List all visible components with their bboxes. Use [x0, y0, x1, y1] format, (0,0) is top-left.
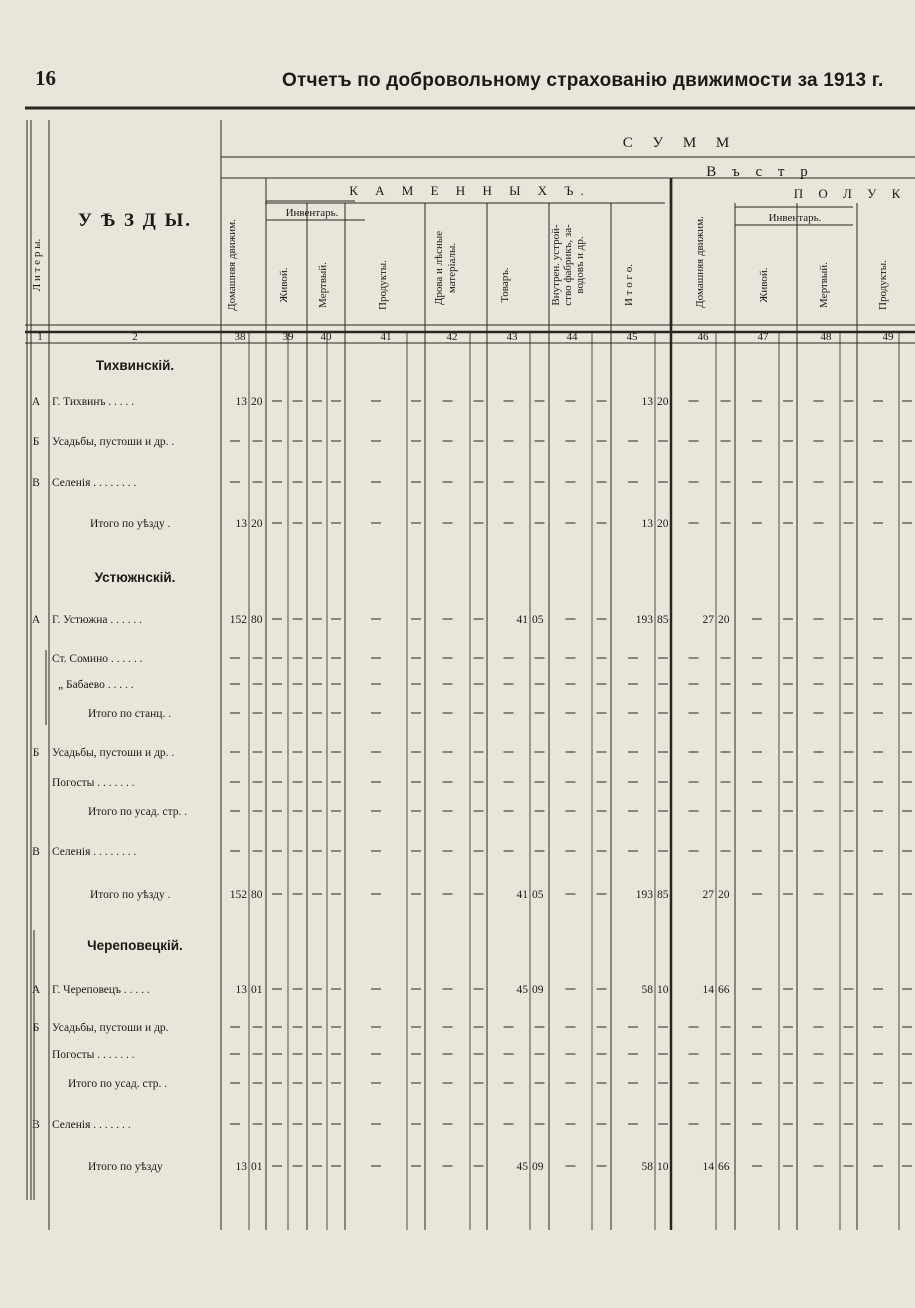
cell-value: 41	[516, 614, 528, 626]
column-number: 45	[626, 331, 638, 343]
cell-value: 09	[532, 1161, 544, 1173]
row-label: Погосты . . . . . . .	[52, 777, 135, 789]
column-header: Домашняя движим.	[694, 216, 706, 308]
column-number: 44	[566, 331, 578, 343]
cell-value: 58	[641, 1161, 653, 1173]
cell-value: 05	[532, 889, 544, 901]
row-letter: В	[32, 846, 40, 858]
cell-value: 45	[516, 984, 528, 996]
cell-value: 05	[532, 614, 544, 626]
cell-value: 20	[718, 889, 730, 901]
column-number: 39	[282, 331, 294, 343]
column-number: 40	[320, 331, 332, 343]
column-header: Живой.	[278, 267, 290, 303]
row-label: Ст. Сомино . . . . . .	[52, 653, 143, 665]
cell-value: 01	[251, 984, 263, 996]
column-number: 2	[132, 331, 138, 343]
cell-value: 20	[251, 518, 263, 530]
total-row-label: Итого по уѣзду .	[90, 889, 171, 901]
section-title: Устюжнскій.	[94, 570, 176, 585]
cell-value: 85	[657, 614, 669, 626]
cell-value: 45	[516, 1161, 528, 1173]
row-letter: А	[31, 614, 41, 626]
row-label: „ Бабаево . . . . .	[58, 679, 134, 691]
page-title: Отчетъ по добровольному страхованію движимости за 1913 г.	[282, 70, 884, 91]
page-number: 16	[35, 66, 56, 90]
row-label: Усадьбы, пустоши и др.	[52, 1022, 169, 1034]
cell-value: 80	[251, 614, 263, 626]
header-kamennyh: К А М Е Н Н Ы Х Ъ.	[349, 183, 591, 198]
column-header: ство фабрикъ, за-	[562, 224, 574, 306]
row-letter: Б	[32, 747, 40, 759]
total-row-label: Итого по уѣзду .	[90, 518, 171, 530]
cell-value: 13	[235, 396, 247, 408]
total-row-label: Итого по усад. стр. .	[88, 806, 188, 818]
cell-value: 58	[641, 984, 653, 996]
header-summ: С У М М	[622, 135, 738, 151]
cell-value: 01	[251, 1161, 263, 1173]
column-number: 42	[446, 331, 458, 343]
cell-value: 27	[702, 614, 714, 626]
column-header: Дрова и лѣсные	[433, 230, 445, 306]
column-header: водовъ и др.	[574, 236, 586, 294]
column-header: Живой.	[758, 267, 770, 303]
cell-value: 20	[657, 396, 669, 408]
cell-value: 13	[235, 1161, 247, 1173]
cell-value: 152	[229, 614, 247, 626]
row-letter: В	[32, 477, 40, 489]
row-label: Усадьбы, пустоши и др. .	[52, 747, 175, 759]
column-number: 49	[882, 331, 894, 343]
header-polukam: П О Л У К	[793, 186, 907, 201]
cell-value: 66	[718, 1161, 730, 1173]
column-header: Домашняя движим.	[226, 219, 238, 311]
cell-value: 13	[235, 984, 247, 996]
column-header: Мертвый.	[818, 262, 830, 308]
row-letter: Б	[32, 1022, 40, 1034]
row-label: Селенія . . . . . . . .	[52, 846, 137, 858]
column-header: Мертвый.	[317, 262, 329, 308]
column-header-uezdy: У Ѣ З Д Ы.	[78, 210, 192, 231]
cell-value: 20	[718, 614, 730, 626]
cell-value: 10	[657, 984, 669, 996]
column-header: Продукты.	[877, 260, 889, 310]
row-label: Селенія . . . . . . .	[52, 1119, 131, 1131]
row-letter: В	[32, 1119, 40, 1131]
cell-value: 10	[657, 1161, 669, 1173]
cell-value: 193	[635, 889, 653, 901]
column-header: Внутрен. устрой-	[550, 224, 562, 306]
row-label: Усадьбы, пустоши и др. .	[52, 436, 175, 448]
total-row-label: Итого по станц. .	[88, 708, 172, 720]
cell-value: 85	[657, 889, 669, 901]
row-letter: А	[31, 396, 41, 408]
column-header: матеріалы.	[446, 242, 458, 294]
column-header-litery: Л и т е р ы.	[31, 238, 43, 292]
cell-value: 13	[641, 518, 653, 530]
section-title: Череповецкій.	[87, 938, 183, 953]
column-number: 48	[820, 331, 832, 343]
column-number: 43	[506, 331, 518, 343]
column-header: Продукты.	[377, 260, 389, 310]
header-inventar: Инвентарь.	[768, 212, 822, 224]
cell-value: 14	[702, 1161, 714, 1173]
row-label: Г. Тихвинъ . . . . .	[52, 396, 135, 408]
cell-value: 13	[641, 396, 653, 408]
row-label: Г. Устюжна . . . . . .	[52, 614, 143, 626]
cell-value: 66	[718, 984, 730, 996]
column-header: Товаръ.	[499, 267, 511, 303]
column-number: 1	[37, 331, 43, 343]
header-v-str: В ъ с т р	[706, 164, 814, 180]
cell-value: 20	[251, 396, 263, 408]
column-number: 47	[757, 331, 769, 343]
cell-value: 193	[635, 614, 653, 626]
section-title: Тихвинскій.	[95, 358, 175, 373]
column-number: 41	[380, 331, 392, 343]
row-label: Погосты . . . . . . .	[52, 1049, 135, 1061]
cell-value: 13	[235, 518, 247, 530]
cell-value: 41	[516, 889, 528, 901]
column-number: 38	[234, 331, 246, 343]
column-number: 46	[697, 331, 709, 343]
column-header: И т о г о.	[623, 263, 635, 307]
cell-value: 20	[657, 518, 669, 530]
cell-value: 14	[702, 984, 714, 996]
header-inventar: Инвентарь.	[285, 207, 339, 219]
row-letter: Б	[32, 436, 40, 448]
cell-value: 09	[532, 984, 544, 996]
cell-value: 27	[702, 889, 714, 901]
total-row-label: Итого по уѣзду	[88, 1161, 163, 1173]
row-letter: А	[31, 984, 41, 996]
total-row-label: Итого по усад. стр. .	[68, 1078, 168, 1090]
cell-value: 152	[229, 889, 247, 901]
cell-value: 80	[251, 889, 263, 901]
row-label: Г. Череповецъ . . . . .	[52, 984, 150, 996]
row-label: Селенія . . . . . . . .	[52, 477, 137, 489]
